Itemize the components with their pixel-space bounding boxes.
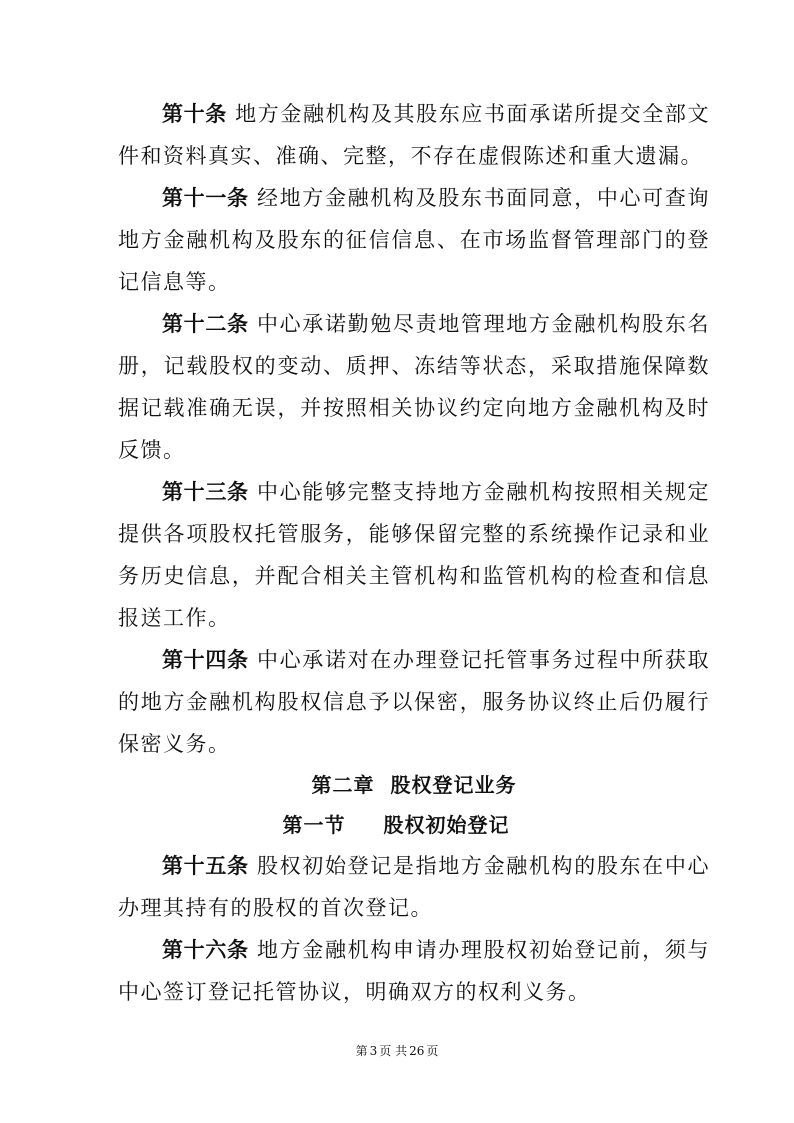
article-number: 第十五条 [162,854,249,878]
total-pages: 26 [409,1044,425,1058]
article-15 [118,845,710,929]
page-footer [0,1042,794,1059]
article-number: 第十六条 [162,938,249,962]
footer-suffix: 页 [426,1044,439,1058]
article-11 [118,177,710,303]
article-text: 地方金融机构及其股东应书面承诺所提交全部文件和资料真实、准确、完整，不存在虚假陈述和重大遗漏。 [118,102,710,168]
article-12 [118,303,710,471]
article-text: 中心能够完整支持地方金融机构按照相关规定提供各项股权托管服务，能够保留完整的系统操作记录和业务历史信息，并配合相关主管机构和监管机构的检查和信息报送工作。 [118,480,711,630]
page-number: 3 [369,1044,378,1058]
section-heading [82,805,710,845]
article-number: 第十一条 [162,186,249,210]
article-text: 中心承诺勤勉尽责地管理地方金融机构股东名册，记载股权的变动、质押、冻结等状态，采取措施保障数据记载准确无误，并按照相关协议约定向地方金融机构及时反馈。 [118,312,711,462]
article-number: 第十三条 [162,480,249,504]
chapter-number: 第二章 [311,773,375,797]
chapter-title: 股权登记业务 [390,773,517,797]
footer-prefix: 第 [355,1044,368,1058]
article-10 [118,93,710,177]
article-14 [118,639,710,765]
article-13 [118,471,710,639]
article-number: 第十四条 [162,648,249,672]
document-body [118,93,710,1013]
footer-middle: 页 共 [379,1044,408,1058]
section-number: 第一节 [282,813,346,837]
article-text: 地方金融机构申请办理股权初始登记前，须与中心签订登记托管协议，明确双方的权利义务。 [118,938,711,1004]
chapter-heading [118,765,710,805]
article-16 [118,929,710,1013]
section-title: 股权初始登记 [383,813,510,837]
article-text: 中心承诺对在办理登记托管事务过程中所获取的地方金融机构股权信息予以保密，服务协议终止后仍履行保密义务。 [118,648,711,756]
article-number: 第十二条 [162,312,249,336]
article-text: 股权初始登记是指地方金融机构的股东在中心办理其持有的股权的首次登记。 [118,854,711,920]
article-number: 第十条 [162,102,227,126]
article-text: 经地方金融机构及股东书面同意，中心可查询地方金融机构及股东的征信信息、在市场监督管理部门的登记信息等。 [118,186,711,294]
